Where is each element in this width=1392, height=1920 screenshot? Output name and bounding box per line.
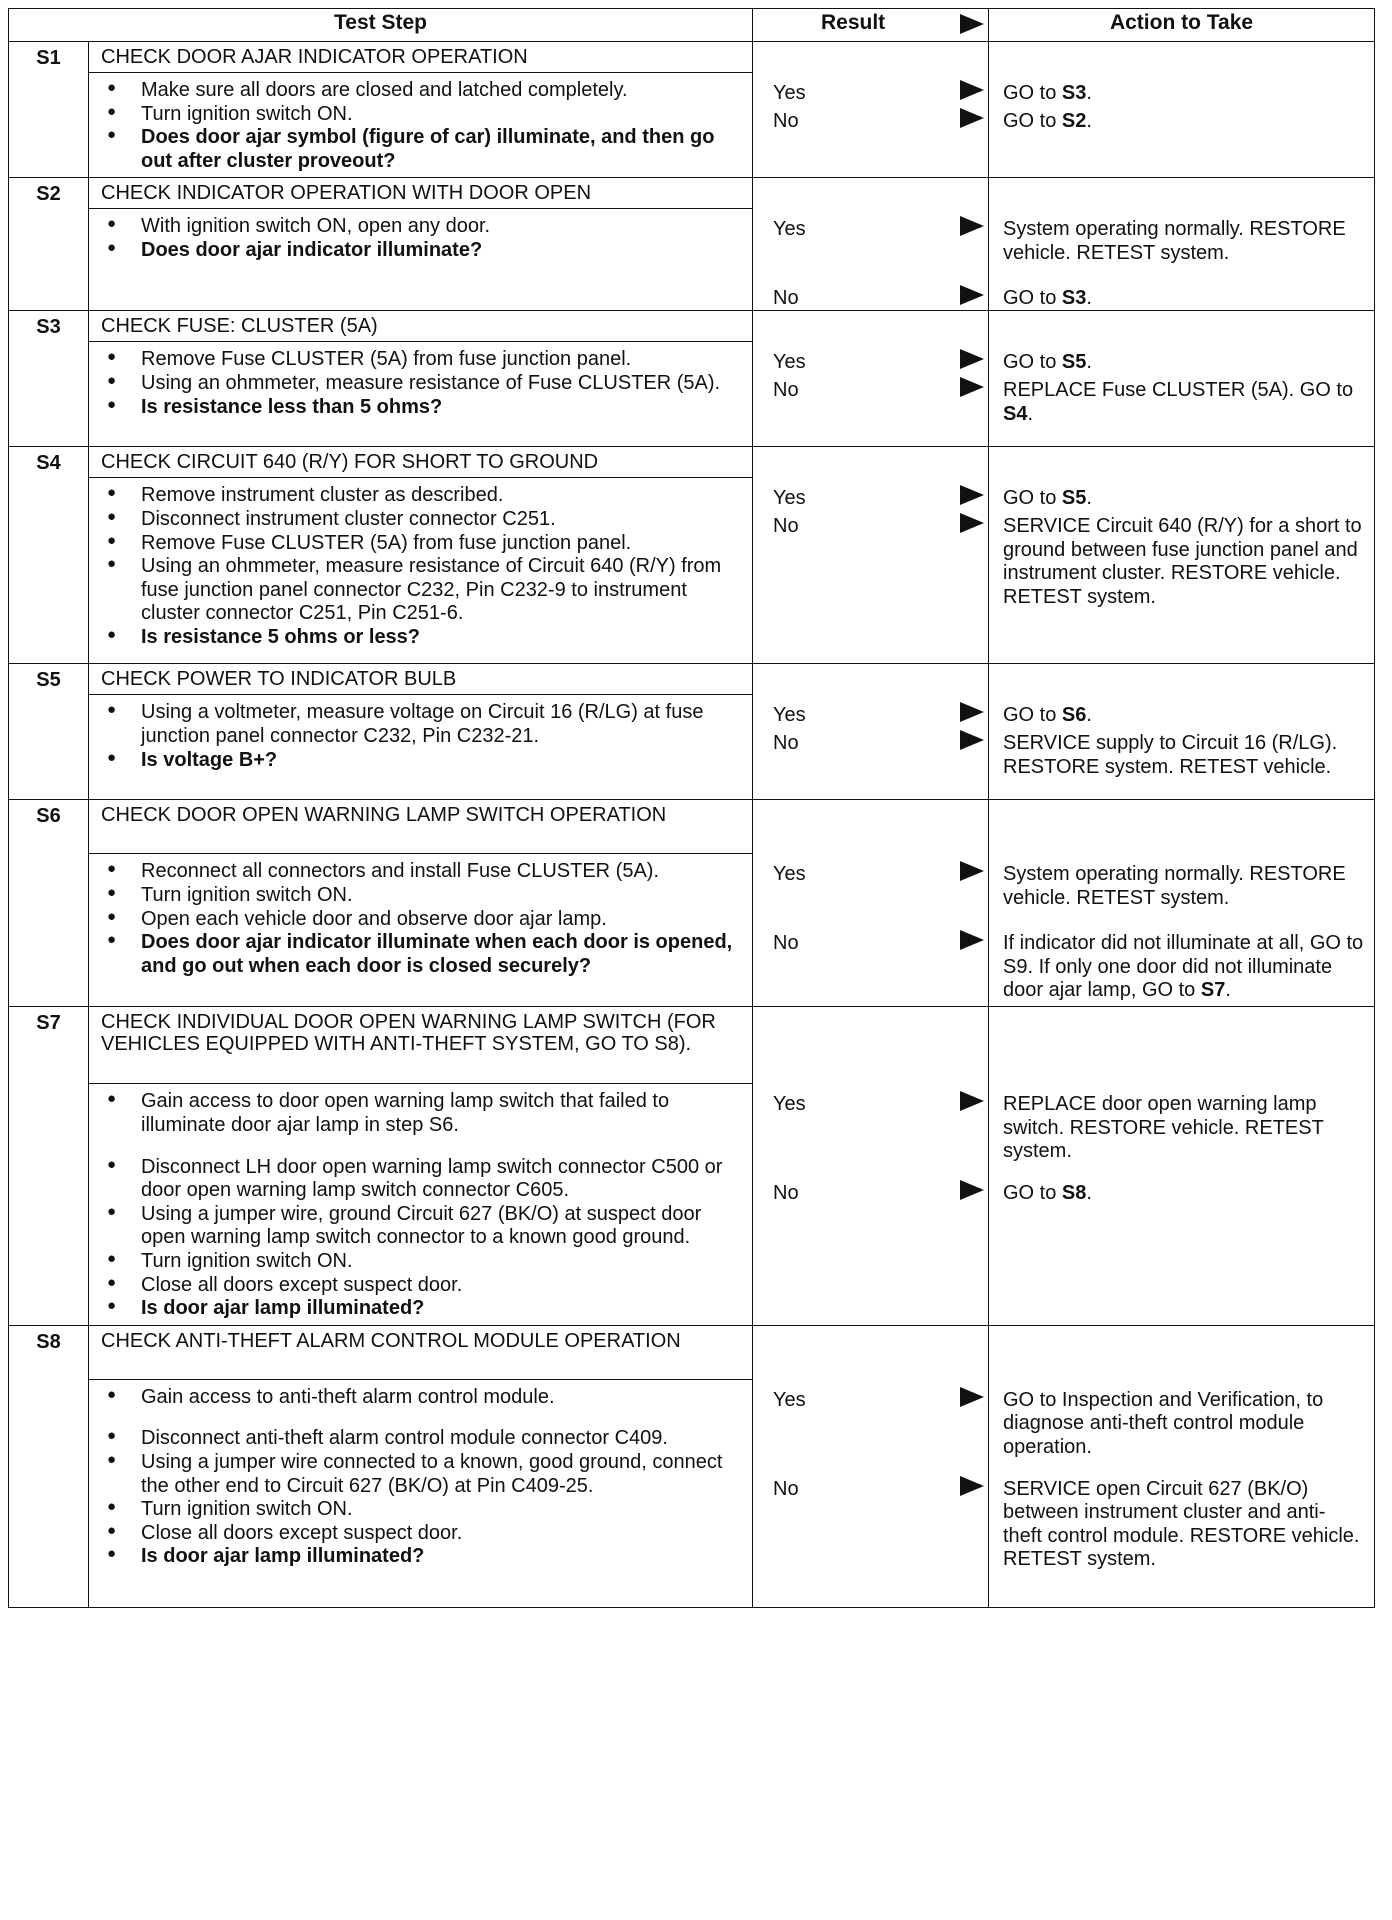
arrow-right-icon [960, 1180, 984, 1200]
step-title-row [9, 447, 1375, 478]
action-target-step: S5 [1061, 487, 1087, 510]
step-title-row [9, 800, 1375, 854]
step-results-cell [753, 178, 989, 311]
step-instruction: ● Disconnect anti-theft alarm control module connector C409. [101, 1427, 740, 1451]
result-yes [773, 82, 806, 105]
step-instructions [89, 1379, 753, 1607]
diagnostic-table-sheet [8, 8, 1374, 1608]
table-header-row [9, 9, 1375, 42]
step-instruction: ● Gain access to anti-theft alarm control module. [101, 1386, 740, 1410]
step-question: ● Is door ajar lamp illuminated? [101, 1545, 740, 1569]
result-no [773, 287, 799, 310]
step-title: CHECK CIRCUIT 640 (R/Y) FOR SHORT TO GROUND [89, 447, 753, 478]
result-label: No [773, 110, 799, 132]
result-no [773, 515, 799, 538]
step-instruction: ● Disconnect LH door open warning lamp switch connector C500 or door open warning lamp switch connector C605. [101, 1156, 740, 1203]
arrow-right-icon [960, 1091, 984, 1111]
action-target-step: S8 [1061, 1182, 1087, 1205]
action-target-step: S7 [1200, 979, 1226, 1002]
step-title-row [9, 1007, 1375, 1084]
step-actions-cell [989, 1325, 1375, 1607]
step-question: ● Is resistance less than 5 ohms? [101, 396, 740, 420]
result-no [773, 110, 799, 133]
arrow-right-icon [960, 861, 984, 881]
step-actions-cell [989, 1007, 1375, 1325]
step-instruction: ● Turn ignition switch ON. [101, 884, 740, 908]
action-yes [1003, 704, 1364, 727]
action-text: GO to [1003, 704, 1062, 727]
action-text: SERVICE supply to Circuit 16 (R/LG). RESTORE system. RETEST vehicle. [1003, 732, 1338, 778]
step-title-row [9, 178, 1375, 209]
result-yes [773, 704, 806, 727]
arrow-right-icon [960, 80, 984, 100]
action-text: REPLACE door open warning lamp switch. RESTORE vehicle. RETEST system. [1003, 1093, 1324, 1163]
action-text: GO to Inspection and Verification, to diagnose anti-theft control module operation. [1003, 1388, 1324, 1458]
arrow-right-icon [960, 702, 984, 722]
step-instructions [89, 695, 753, 800]
step-instructions [89, 854, 753, 1007]
step-instructions [89, 209, 753, 311]
step-instruction: ● Reconnect all connectors and install Fuse CLUSTER (5A). [101, 860, 740, 884]
arrow-right-icon [960, 513, 984, 533]
action-text-end: . [1086, 351, 1092, 374]
result-label: No [773, 515, 799, 538]
step-id: S1 [9, 42, 89, 178]
action-text-end: . [1086, 287, 1092, 310]
result-label: Yes [773, 82, 806, 104]
step-actions-cell [989, 311, 1375, 447]
action-yes [1003, 218, 1364, 265]
action-text: GO to [1003, 287, 1062, 310]
result-label: No [773, 932, 799, 955]
step-instruction: ● Turn ignition switch ON. [101, 103, 740, 127]
step-results-cell [753, 800, 989, 1007]
action-target-step: S3 [1061, 82, 1087, 104]
result-yes [773, 1389, 806, 1412]
action-text: System operating normally. RESTORE vehicle. RETEST system. [1003, 218, 1346, 264]
result-label: Yes [773, 1388, 806, 1411]
action-yes [1003, 1093, 1364, 1163]
arrow-right-icon [960, 216, 984, 236]
step-instruction: ● With ignition switch ON, open any door. [101, 215, 740, 239]
result-no [773, 932, 799, 955]
step-instruction: ● Using a jumper wire, ground Circuit 627 (BK/O) at suspect door open warning lamp switch connector to a known good ground. [101, 1203, 740, 1250]
action-header: Action to Take [989, 9, 1375, 42]
action-target-step: S4 [1003, 402, 1028, 425]
step-id: S7 [9, 1007, 89, 1325]
step-question: ● Is resistance 5 ohms or less? [101, 626, 740, 650]
step-title: CHECK INDIVIDUAL DOOR OPEN WARNING LAMP SWITCH (FOR VEHICLES EQUIPPED WITH ANTI-THEFT SYSTEM, GO TO S8). [89, 1007, 753, 1084]
step-instruction: ● Close all doors except suspect door. [101, 1274, 740, 1298]
test-step-header: Test Step [9, 9, 753, 42]
action-no [1003, 379, 1364, 426]
action-text: GO to [1003, 110, 1062, 132]
step-question: ● Does door ajar indicator illuminate when each door is opened, and go out when each door is closed securely? [101, 931, 740, 978]
step-title: CHECK FUSE: CLUSTER (5A) [89, 311, 753, 342]
action-text: SERVICE open Circuit 627 (BK/O) between instrument cluster and anti-theft control module. RESTORE vehicle. RETEST system. [1003, 1477, 1360, 1570]
result-yes [773, 487, 806, 510]
step-instructions [89, 73, 753, 178]
action-text: System operating normally. RESTORE vehicle. RETEST system. [1003, 863, 1346, 909]
step-actions-cell [989, 447, 1375, 664]
step-instruction: ● Turn ignition switch ON. [101, 1250, 740, 1274]
arrow-right-icon [960, 930, 984, 950]
step-id: S2 [9, 178, 89, 311]
step-title: CHECK POWER TO INDICATOR BULB [89, 664, 753, 695]
step-instructions [89, 342, 753, 447]
step-question: ● Is door ajar lamp illuminated? [101, 1297, 740, 1321]
step-instruction: ● Using a jumper wire connected to a known, good ground, connect the other end to Circuit 627 (BK/O) at Pin C409-25. [101, 1451, 740, 1498]
result-label: No [773, 287, 799, 310]
result-no [773, 732, 799, 755]
action-text: REPLACE Fuse CLUSTER (5A). GO to [1003, 379, 1354, 402]
step-instruction: ● Open each vehicle door and observe door ajar lamp. [101, 908, 740, 932]
result-no [773, 379, 799, 402]
result-yes [773, 351, 806, 374]
result-header [753, 9, 989, 42]
step-title: CHECK DOOR AJAR INDICATOR OPERATION [89, 42, 753, 73]
step-results-cell [753, 447, 989, 664]
result-yes [773, 218, 806, 241]
arrow-right-icon [960, 14, 984, 34]
arrow-right-icon [960, 349, 984, 369]
step-instruction: ● Close all doors except suspect door. [101, 1522, 740, 1546]
action-target-step: S5 [1061, 351, 1087, 374]
result-label: Yes [773, 351, 806, 374]
step-actions-cell [989, 178, 1375, 311]
action-no [1003, 732, 1364, 779]
step-instruction: ● Remove Fuse CLUSTER (5A) from fuse junction panel. [101, 348, 740, 372]
action-text: SERVICE Circuit 640 (R/Y) for a short to ground between fuse junction panel and instrument cluster. RESTORE vehicle. RETEST system. [1003, 515, 1362, 608]
arrow-right-icon [960, 1387, 984, 1407]
step-question: ● Does door ajar indicator illuminate? [101, 239, 740, 263]
action-yes [1003, 1389, 1364, 1459]
result-no [773, 1182, 799, 1205]
step-results-cell [753, 1007, 989, 1325]
step-question: ● Is voltage B+? [101, 749, 740, 773]
step-instruction: ● Disconnect instrument cluster connector C251. [101, 508, 740, 532]
action-yes [1003, 82, 1364, 105]
action-text: GO to [1003, 1182, 1062, 1205]
step-instruction: ● Remove instrument cluster as described. [101, 484, 740, 508]
result-label: Yes [773, 863, 806, 886]
result-no [773, 1478, 799, 1501]
step-instruction: ● Using a voltmeter, measure voltage on Circuit 16 (R/LG) at fuse junction panel connector C232, Pin C232-21. [101, 701, 740, 748]
action-yes [1003, 487, 1364, 510]
action-target-step: S3 [1061, 287, 1087, 310]
action-text-end: . [1086, 110, 1092, 132]
step-question: ● Does door ajar symbol (figure of car) illuminate, and then go out after cluster proveout? [101, 126, 740, 173]
step-actions-cell [989, 800, 1375, 1007]
step-id: S5 [9, 664, 89, 800]
step-instruction: ● Turn ignition switch ON. [101, 1498, 740, 1522]
result-yes [773, 1093, 806, 1116]
action-yes [1003, 863, 1364, 910]
step-id: S6 [9, 800, 89, 1007]
action-text-end: . [1027, 402, 1034, 425]
step-id: S3 [9, 311, 89, 447]
step-title: CHECK INDICATOR OPERATION WITH DOOR OPEN [89, 178, 753, 209]
arrow-right-icon [960, 377, 984, 397]
step-id: S4 [9, 447, 89, 664]
pinpoint-test-table [8, 8, 1375, 1608]
result-label: No [773, 732, 799, 755]
step-results-cell [753, 1325, 989, 1607]
step-id: S8 [9, 1325, 89, 1607]
result-header-label: Result [821, 11, 886, 34]
step-title: CHECK DOOR OPEN WARNING LAMP SWITCH OPERATION [89, 800, 753, 854]
step-instruction: ● Remove Fuse CLUSTER (5A) from fuse junction panel. [101, 532, 740, 556]
step-instruction: ● Make sure all doors are closed and latched completely. [101, 79, 740, 103]
action-target-step: S2 [1061, 110, 1087, 132]
step-instructions [89, 1084, 753, 1325]
step-title-row [9, 42, 1375, 73]
action-no [1003, 1478, 1364, 1572]
step-instruction: ● Using an ohmmeter, measure resistance of Fuse CLUSTER (5A). [101, 372, 740, 396]
step-instructions [89, 478, 753, 664]
result-label: No [773, 1182, 799, 1205]
step-results-cell [753, 311, 989, 447]
step-instruction: ● Using an ohmmeter, measure resistance of Circuit 640 (R/Y) from fuse junction panel connector C232, Pin C232-9 to instrument cluster connector C251, Pin C251-6. [101, 555, 740, 626]
step-results-cell [753, 664, 989, 800]
result-label: Yes [773, 487, 806, 510]
step-actions-cell [989, 42, 1375, 178]
step-actions-cell [989, 664, 1375, 800]
result-label: No [773, 379, 799, 402]
result-label: Yes [773, 704, 806, 727]
result-yes [773, 863, 806, 886]
action-no [1003, 515, 1364, 609]
action-text-end: . [1086, 487, 1092, 510]
arrow-right-icon [960, 1476, 984, 1496]
step-title-row [9, 311, 1375, 342]
step-results-cell [753, 42, 989, 178]
action-target-step: S6 [1061, 704, 1087, 727]
arrow-right-icon [960, 485, 984, 505]
action-text-end: . [1086, 82, 1092, 104]
action-no [1003, 287, 1364, 310]
action-no [1003, 1182, 1364, 1205]
arrow-right-icon [960, 108, 984, 128]
step-title: CHECK ANTI-THEFT ALARM CONTROL MODULE OPERATION [89, 1325, 753, 1379]
result-label: Yes [773, 218, 806, 241]
arrow-right-icon [960, 730, 984, 750]
action-yes [1003, 351, 1364, 374]
action-no [1003, 110, 1364, 133]
arrow-right-icon [960, 285, 984, 305]
result-label: Yes [773, 1093, 806, 1116]
action-text: GO to [1003, 82, 1062, 104]
step-title-row [9, 1325, 1375, 1379]
action-text: If indicator did not illuminate at all, GO to S9. If only one door did not illuminate door ajar lamp, GO to [1003, 932, 1364, 1002]
action-text-end: . [1086, 704, 1092, 727]
action-text: GO to [1003, 351, 1062, 374]
action-text-end: . [1225, 979, 1231, 1002]
result-label: No [773, 1477, 799, 1500]
step-instruction: ● Gain access to door open warning lamp switch that failed to illuminate door ajar lamp in step S6. [101, 1090, 740, 1137]
action-no [1003, 932, 1364, 1002]
action-text: GO to [1003, 487, 1062, 510]
step-title-row [9, 664, 1375, 695]
action-text-end: . [1086, 1182, 1092, 1205]
